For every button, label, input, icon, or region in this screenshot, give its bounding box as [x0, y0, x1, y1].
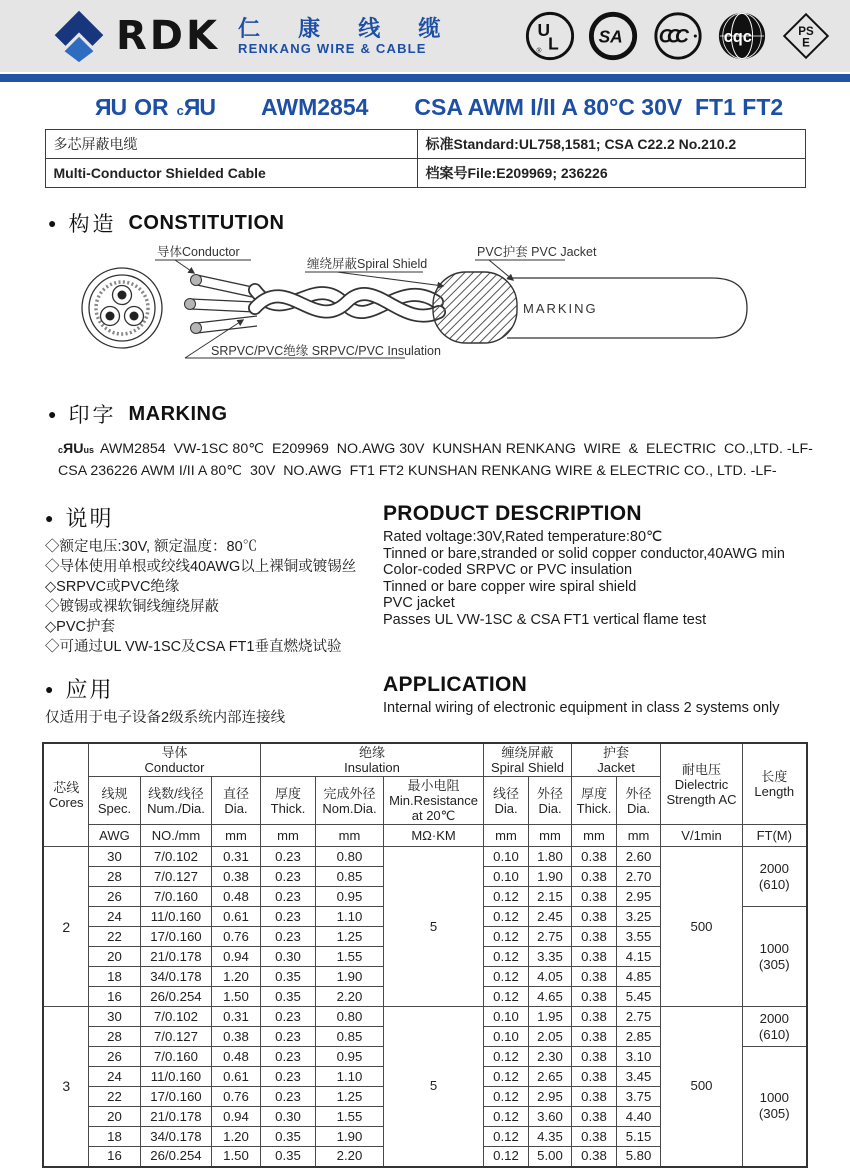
svg-text:®: ® [630, 41, 636, 49]
ul-cert-icon [524, 10, 576, 62]
spec-cell: 0.85 [316, 1027, 384, 1047]
cable-construction-diagram [45, 242, 805, 374]
spec-cell: 26/0.254 [140, 1147, 211, 1167]
spec-cell: 2.20 [316, 1147, 384, 1167]
spec-title [0, 82, 850, 121]
unit-cell: mm [316, 825, 384, 847]
specification-table [42, 742, 807, 1168]
ccc-cert-icon [652, 10, 704, 62]
description-en-item: Rated voltage:30V,Rated temperature:80℃ [383, 529, 663, 545]
marking-text-block [58, 439, 850, 482]
unit-cell: mm [261, 825, 316, 847]
spec-cell: 21/0.178 [140, 1107, 211, 1127]
spec-cell: 0.48 [211, 887, 260, 907]
spiral-shield-label: 缠绕屏蔽Spiral Shield [307, 257, 428, 271]
spec-cell: 18 [88, 1127, 140, 1147]
spec-cell: 30 [88, 847, 140, 867]
spec-cell: 1.50 [211, 1147, 260, 1167]
col-spec: 线规 Spec. [88, 777, 140, 825]
description-cn-item: ◇镀锡或裸软铜线缠绕屏蔽 [45, 599, 219, 615]
col-dia: 直径 Dia. [211, 777, 260, 825]
spec-cell: 1.80 [529, 847, 572, 867]
col-shield-dia: 线径 Dia. [484, 777, 529, 825]
spec-cell: 0.35 [261, 987, 316, 1007]
col-ins-thick: 厚度 Thick. [261, 777, 316, 825]
title-rating: CSA AWM I/II A 80°C 30V FT1 FT2 [414, 94, 784, 120]
svg-text:SA: SA [598, 26, 623, 47]
conductor-wires [185, 275, 258, 334]
marking-line-2: CSA 236226 AWM I/II A 80℃ 30V NO.AWG FT1 FT2 KUNSHAN RENKANG WIRE & ELECTRIC CO., LTD. -LF- [58, 463, 777, 479]
spec-cell: 5.00 [529, 1147, 572, 1167]
spec-table-header [43, 743, 806, 847]
spec-cell: 4.35 [529, 1127, 572, 1147]
col-jacket-thick: 厚度 Thick. [572, 777, 617, 825]
brand-name: RDK [116, 13, 220, 59]
page-header [0, 0, 850, 74]
spec-cell: 24 [88, 1067, 140, 1087]
svg-text:cqc: cqc [723, 27, 752, 46]
spec-cell: 0.38 [572, 1127, 617, 1147]
svg-text:E: E [802, 37, 810, 50]
spec-cell: 0.10 [484, 1007, 529, 1027]
spec-cell: 26/0.254 [140, 987, 211, 1007]
unit-cell: mm [572, 825, 617, 847]
spec-cell: 2.95 [529, 1087, 572, 1107]
spec-cell: 2.45 [529, 907, 572, 927]
spec-cell: 0.31 [211, 1007, 260, 1027]
csa-cert-icon [588, 10, 640, 62]
application-heading-cn: ● 应用 [45, 677, 114, 702]
spec-cell: 2.20 [316, 987, 384, 1007]
spec-cell: 20 [88, 1107, 140, 1127]
spec-cell: 0.38 [572, 867, 617, 887]
spec-cell: 0.76 [211, 927, 260, 947]
spec-cell: 0.35 [261, 1147, 316, 1167]
spec-cell: 3.35 [529, 947, 572, 967]
spec-row [43, 847, 806, 867]
title-or: OR [134, 94, 169, 120]
unit-cell: MΩ·KM [384, 825, 484, 847]
description-cn-item: ◇SRPVC或PVC绝缘 [45, 579, 180, 595]
cul-c-prefix: c [176, 103, 184, 118]
spec-cell: 0.95 [316, 887, 384, 907]
spec-cell: 11/0.160 [140, 1067, 211, 1087]
spec-cell: 0.38 [572, 987, 617, 1007]
application-section [45, 673, 805, 728]
application-cn-text: 仅适用于电子设备2级系统内部连接线 [45, 710, 286, 726]
spec-cell: 4.15 [617, 947, 661, 967]
spec-cell: 0.38 [572, 1087, 617, 1107]
spec-cell: 0.23 [261, 1047, 316, 1067]
cul-us-mark-icon: cЯUus [58, 441, 94, 457]
spec-cell: 24 [88, 907, 140, 927]
description-cn-item: ◇导体使用单根或绞线40AWG以上裸铜或镀锡丝 [45, 559, 357, 575]
rdk-diamond-icon [52, 9, 106, 63]
spec-cell: 22 [88, 1087, 140, 1107]
spec-cell: 0.31 [211, 847, 260, 867]
product-name-en: Multi-Conductor Shielded Cable [45, 159, 417, 188]
spec-cell: 500 [661, 847, 743, 1007]
col-length: 长度 Length [743, 743, 807, 825]
col-cores: 芯线 Cores [43, 743, 88, 847]
spec-cell: 0.38 [572, 1027, 617, 1047]
description-en-item: PVC jacket [383, 595, 455, 611]
spec-cell: 0.48 [211, 1047, 260, 1067]
spec-cell: 0.23 [261, 1027, 316, 1047]
spec-row [43, 1007, 806, 1027]
spec-cell: 1.90 [529, 867, 572, 887]
spec-cell: 2.85 [617, 1027, 661, 1047]
description-cn-item: ◇额定电压:30V, 额定温度：80℃ [45, 539, 258, 555]
bullet-icon: ● [48, 406, 57, 422]
description-heading-cn: ● 说明 [45, 506, 114, 531]
spec-cell: 1.10 [316, 1067, 384, 1087]
spec-cell: 20 [88, 947, 140, 967]
col-jacket-od: 外径 Dia. [617, 777, 661, 825]
application-en-text: Internal wiring of electronic equipment in class 2 systems only [383, 700, 780, 716]
svg-text:PS: PS [798, 26, 814, 39]
spec-cell: 3.55 [617, 927, 661, 947]
unit-cell: V/1min [661, 825, 743, 847]
group-jacket: 护套 Jacket [572, 743, 661, 777]
spec-cell: 1.55 [316, 947, 384, 967]
spec-cell: 0.23 [261, 1067, 316, 1087]
product-info-table [45, 129, 806, 188]
twisted-insulation [255, 290, 439, 316]
spec-cell: 5.15 [617, 1127, 661, 1147]
spec-cell: 0.38 [572, 927, 617, 947]
spec-cell: 22 [88, 927, 140, 947]
col-shield-od: 外径 Dia. [529, 777, 572, 825]
description-section [45, 502, 805, 657]
svg-text:L: L [548, 33, 559, 54]
cqc-cert-icon [716, 10, 768, 62]
spec-cell: 2.15 [529, 887, 572, 907]
spec-cell: 0.12 [484, 1127, 529, 1147]
spec-cell: 1.90 [316, 967, 384, 987]
spec-cell: 0.12 [484, 1147, 529, 1167]
group-spiral-shield: 缠绕屏蔽 Spiral Shield [484, 743, 572, 777]
spec-cell: 5 [384, 1007, 484, 1167]
spec-cell: 0.76 [211, 1087, 260, 1107]
spec-cell: 7/0.160 [140, 887, 211, 907]
spec-cell: 2.70 [617, 867, 661, 887]
unit-cell: AWG [88, 825, 140, 847]
spec-cell: 2 [43, 847, 88, 1007]
marking-heading: ● 印字 MARKING [48, 402, 228, 427]
spec-cell: 28 [88, 1027, 140, 1047]
spec-cell: 1000 (305) [743, 1047, 807, 1167]
unit-cell: NO./mm [140, 825, 211, 847]
spec-cell: 0.38 [572, 1047, 617, 1067]
svg-text:®: ® [536, 47, 542, 55]
spec-cell: 0.38 [572, 847, 617, 867]
unit-cell: mm [529, 825, 572, 847]
spec-cell: 2.30 [529, 1047, 572, 1067]
spec-cell: 1000 (305) [743, 907, 807, 1007]
spec-cell: 3.60 [529, 1107, 572, 1127]
spec-cell: 3.25 [617, 907, 661, 927]
spec-cell: 0.35 [261, 1127, 316, 1147]
col-num-dia: 线数/线径 Num./Dia. [140, 777, 211, 825]
description-en-item: Passes UL VW-1SC & CSA FT1 vertical flame test [383, 611, 707, 628]
spec-cell: 1.10 [316, 907, 384, 927]
cul-recognized-mark-icon: ЯU [183, 94, 216, 120]
spec-cell: 0.80 [316, 1007, 384, 1027]
spec-cell: 0.30 [261, 1107, 316, 1127]
spec-cell: 0.38 [572, 887, 617, 907]
spec-cell: 16 [88, 987, 140, 1007]
spec-cell: 0.38 [572, 1107, 617, 1127]
spec-cell: 0.38 [572, 1147, 617, 1167]
brand-logo [52, 9, 456, 63]
insulation-label: SRPVC/PVC绝缘 SRPVC/PVC Insulation [211, 344, 441, 358]
spec-cell: 18 [88, 967, 140, 987]
spec-cell: 3.10 [617, 1047, 661, 1067]
spec-cell: 21/0.178 [140, 947, 211, 967]
spec-cell: 0.85 [316, 867, 384, 887]
spec-cell: 0.10 [484, 1027, 529, 1047]
spec-cell: 7/0.102 [140, 1007, 211, 1027]
constitution-heading: ● 构造 CONSTITUTION [48, 211, 285, 236]
spec-cell: 0.10 [484, 847, 529, 867]
spec-cell: 11/0.160 [140, 907, 211, 927]
spec-cell: 1.50 [211, 987, 260, 1007]
cross-section [82, 268, 162, 348]
description-en-item: Tinned or bare,stranded or solid copper conductor,40AWG min [383, 545, 785, 562]
spec-cell: 26 [88, 1047, 140, 1067]
product-name-cn: 多芯屏蔽电缆 [45, 130, 417, 159]
spec-cell: 0.23 [261, 907, 316, 927]
spec-cell: 0.38 [211, 1027, 260, 1047]
spec-cell: 0.12 [484, 1067, 529, 1087]
spec-cell: 0.12 [484, 987, 529, 1007]
description-en-item: Color-coded SRPVC or PVC insulation [383, 562, 633, 578]
spec-cell: 1.55 [316, 1107, 384, 1127]
spec-table-body [43, 847, 806, 1167]
spec-cell: 0.23 [261, 1087, 316, 1107]
spec-cell: 0.38 [211, 867, 260, 887]
spec-cell: 0.12 [484, 967, 529, 987]
spec-cell: 0.23 [261, 927, 316, 947]
spec-cell: 2.65 [529, 1067, 572, 1087]
spec-cell: 5 [384, 847, 484, 1007]
spec-cell: 3.75 [617, 1087, 661, 1107]
spec-cell: 0.80 [316, 847, 384, 867]
spec-cell: 0.38 [572, 967, 617, 987]
spec-cell: 2000 (610) [743, 847, 807, 907]
application-heading-en: APPLICATION [383, 673, 528, 696]
spec-cell: 2.05 [529, 1027, 572, 1047]
spec-cell: 26 [88, 887, 140, 907]
spec-cell: 0.23 [261, 867, 316, 887]
spec-cell: 0.12 [484, 927, 529, 947]
spec-cell: 0.12 [484, 1107, 529, 1127]
spec-cell: 7/0.127 [140, 1027, 211, 1047]
unit-cell: FT(M) [743, 825, 807, 847]
spec-cell: 0.23 [261, 887, 316, 907]
spec-cell: 0.61 [211, 1067, 260, 1087]
spec-cell: 0.95 [316, 1047, 384, 1067]
description-en-item: Tinned or bare copper wire spiral shield [383, 578, 637, 595]
pvc-jacket-label: PVC护套 PVC Jacket [477, 245, 597, 259]
spec-cell: 4.40 [617, 1107, 661, 1127]
standard-cell: 标准Standard:UL758,1581; CSA C22.2 No.210.2 [417, 130, 805, 159]
spiral-shield-section [433, 272, 517, 343]
spec-cell: 16 [88, 1147, 140, 1167]
spec-cell: 2.75 [529, 927, 572, 947]
spec-cell: 5.45 [617, 987, 661, 1007]
group-insulation: 绝缘 Insulation [261, 743, 484, 777]
ul-recognized-mark-icon: ЯU [95, 94, 127, 120]
spec-cell: 0.94 [211, 947, 260, 967]
spec-cell: 7/0.127 [140, 867, 211, 887]
spec-cell: 0.23 [261, 847, 316, 867]
spec-cell: 0.30 [261, 947, 316, 967]
spec-cell: 2.95 [617, 887, 661, 907]
spec-cell: 0.35 [261, 967, 316, 987]
spec-cell: 0.12 [484, 1047, 529, 1067]
unit-cell: mm [617, 825, 661, 847]
spec-cell: 0.61 [211, 907, 260, 927]
spec-cell: 0.12 [484, 947, 529, 967]
spec-cell: 0.38 [572, 947, 617, 967]
spec-cell: 0.38 [572, 1067, 617, 1087]
spec-cell: 34/0.178 [140, 1127, 211, 1147]
col-dielectric: 耐电压 Dielectric Strength AC [661, 743, 743, 825]
description-heading-en: PRODUCT DESCRIPTION [383, 502, 642, 525]
title-model: AWM2854 [261, 94, 369, 120]
spec-cell: 7/0.102 [140, 847, 211, 867]
brand-cn: 仁 康 线 缆 [238, 15, 457, 41]
bullet-icon: ● [48, 215, 57, 231]
spec-cell: 3.45 [617, 1067, 661, 1087]
brand-en: RENKANG WIRE & CABLE [238, 40, 427, 56]
spec-cell: 1.90 [316, 1127, 384, 1147]
spec-cell: 0.38 [572, 1007, 617, 1027]
spec-cell: 2.75 [617, 1007, 661, 1027]
description-cn-item: ◇可通过UL VW-1SC及CSA FT1垂直燃烧试验 [45, 639, 342, 655]
file-cell: 档案号File:E209969; 236226 [417, 159, 805, 188]
col-min-resistance: 最小电阻 Min.Resistance at 20℃ [384, 777, 484, 825]
spec-cell: 0.12 [484, 907, 529, 927]
svg-text:CCC: CCC [658, 26, 684, 48]
group-conductor: 导体 Conductor [88, 743, 260, 777]
spec-cell: 1.25 [316, 1087, 384, 1107]
spec-cell: 1.20 [211, 967, 260, 987]
spec-cell: 0.10 [484, 867, 529, 887]
description-cn-item: ◇PVC护套 [45, 619, 115, 635]
unit-cell: mm [484, 825, 529, 847]
unit-cell: mm [211, 825, 260, 847]
spec-cell: 2.60 [617, 847, 661, 867]
spec-cell: 0.12 [484, 887, 529, 907]
conductor-label: 导体Conductor [157, 245, 240, 259]
spec-cell: 3 [43, 1007, 88, 1167]
spec-cell: 17/0.160 [140, 927, 211, 947]
spec-cell: 0.38 [572, 907, 617, 927]
spec-cell: 500 [661, 1007, 743, 1167]
pse-cert-icon [780, 10, 832, 62]
marking-line-1: cЯUus AWM2854 VW-1SC 80℃ E209969 NO.AWG 30V KUNSHAN RENKANG WIRE & ELECTRIC CO.,LTD. -LF- [58, 441, 813, 457]
spec-cell: 1.95 [529, 1007, 572, 1027]
spec-cell: 4.05 [529, 967, 572, 987]
spec-cell: 30 [88, 1007, 140, 1027]
spec-cell: 0.23 [261, 1007, 316, 1027]
spec-cell: 4.85 [617, 967, 661, 987]
spec-cell: 0.94 [211, 1107, 260, 1127]
spec-cell: 7/0.160 [140, 1047, 211, 1067]
col-nom-dia: 完成外径 Nom.Dia. [316, 777, 384, 825]
spec-cell: 5.80 [617, 1147, 661, 1167]
spec-cell: 28 [88, 867, 140, 887]
jacket-marking-text: MARKING [523, 301, 598, 316]
spec-cell: 17/0.160 [140, 1087, 211, 1107]
spec-cell: 0.12 [484, 1087, 529, 1107]
spec-cell: 2000 (610) [743, 1007, 807, 1047]
spec-cell: 4.65 [529, 987, 572, 1007]
certification-logos [524, 10, 832, 62]
spec-cell: 1.20 [211, 1127, 260, 1147]
header-divider-bar [0, 74, 850, 82]
spec-cell: 1.25 [316, 927, 384, 947]
svg-text:U: U [537, 20, 550, 40]
spec-cell: 34/0.178 [140, 967, 211, 987]
